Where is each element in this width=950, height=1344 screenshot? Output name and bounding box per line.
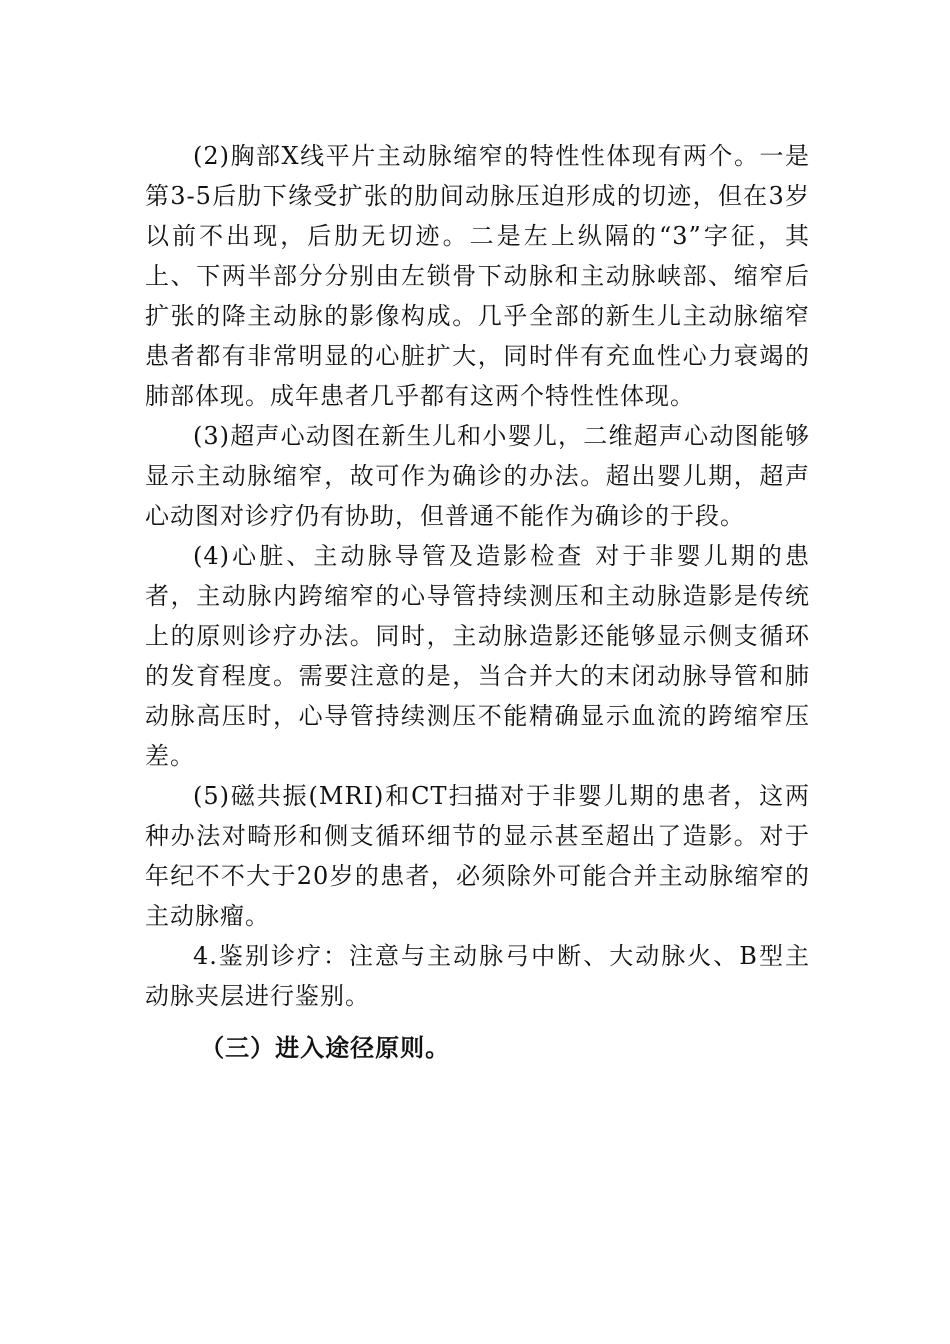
- paragraph-chest-xray: (2)胸部X线平片主动脉缩窄的特性性体现有两个。一是第3-5后肋下缘受扩张的肋间动脉压迫形成的切迹，但在3岁以前不出现，后肋无切迹。二是左上纵隔的“3”字征，其上、下两半部分分别由左锁骨下动脉和主动脉峡部、缩窄后扩张的降主动脉的影像构成。几乎全部的新生儿主动脉缩窄患者都有非常明显的心脏扩大，同时伴有充血性心力衰竭的肺部体现。成年患者几乎都有这两个特性性体现。: [145, 142, 810, 410]
- section-heading: （三）进入途径原则。: [200, 1033, 451, 1062]
- paragraph-differential-diagnosis: 4.鉴别诊疗：注意与主动脉弓中断、大动脉火、B型主动脉夹层进行鉴别。: [145, 942, 810, 1010]
- paragraph-catheterization: (4)心脏、主动脉导管及造影检查 对于非婴儿期的患者，主动脉内跨缩窄的心导管持续测压和主动脉造影是传统上的原则诊疗办法。同时，主动脉造影还能够显示侧支循环的发育程度。需要注意的是，当合并大的末闭动脉导管和肺动脉高压时，心导管持续测压不能精确显示血流的跨缩窄压差。: [145, 542, 810, 770]
- document-body: [145, 136, 810, 1068]
- paragraph-echocardiogram: (3)超声心动图在新生儿和小婴儿，二维超声心动图能够显示主动脉缩窄，故可作为确诊的办法。超出婴儿期，超声心动图对诊疗仍有协助，但普通不能作为确诊的于段。: [145, 422, 810, 530]
- paragraph-mri-ct: (5)磁共振(MRI)和CT扫描对于非婴儿期的患者，这两种办法对畸形和侧支循环细节的显示甚至超出了造影。对于年纪不不大于20岁的患者，必须除外可能合并主动脉缩窄的主动脉瘤。: [145, 782, 810, 930]
